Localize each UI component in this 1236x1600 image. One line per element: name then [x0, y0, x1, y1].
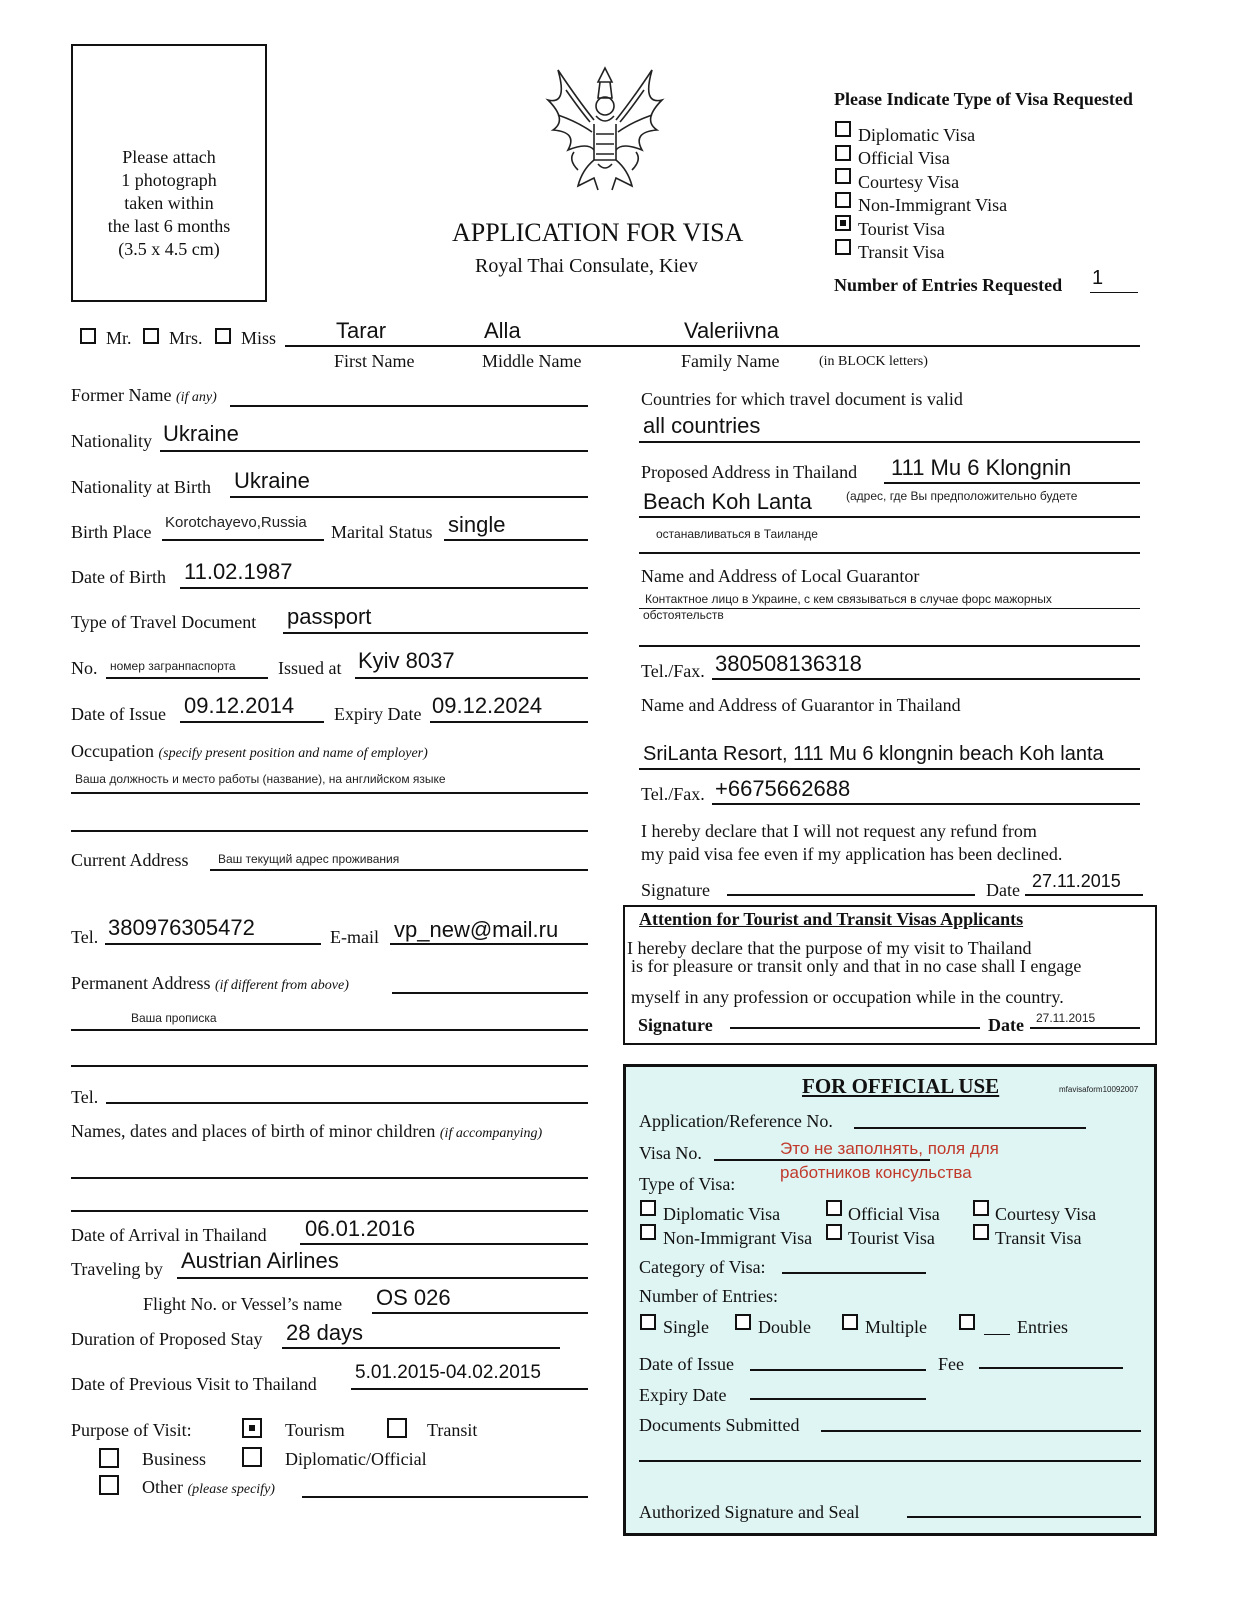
telfax-line: [712, 678, 1140, 680]
signature-line[interactable]: [727, 894, 975, 896]
official-warning-1: Это не заполнять, поля для: [780, 1139, 999, 1158]
nationality-line: [160, 450, 588, 452]
guarantor-label: Name and Address of Local Guarantor: [641, 566, 920, 586]
official-issue-line: [750, 1369, 926, 1371]
official-checkbox-multiple: [842, 1314, 858, 1330]
attention-signature-line[interactable]: [730, 1027, 980, 1029]
issued-at-label: Issued at: [278, 658, 342, 678]
prev-visit-value[interactable]: 5.01.2015-04.02.2015: [355, 1362, 541, 1383]
former-name-field[interactable]: [230, 405, 588, 407]
email-value[interactable]: vp_new@mail.ru: [394, 917, 559, 942]
telfax2-line: [712, 803, 1140, 805]
checkbox-miss[interactable]: [215, 328, 231, 344]
checkbox-purpose-business[interactable]: [99, 1448, 119, 1468]
email-line: [390, 943, 588, 945]
purpose-tourism-label: Tourism: [285, 1420, 345, 1440]
tel2-line[interactable]: [106, 1102, 588, 1104]
traveling-label: Traveling by: [71, 1259, 163, 1279]
purpose-transit-label: Transit: [427, 1420, 478, 1440]
purpose-business-label: Business: [142, 1449, 207, 1469]
issue-date-label: Date of Issue: [71, 704, 166, 724]
duration-line: [282, 1347, 560, 1349]
official-issue-label: Date of Issue: [639, 1354, 734, 1374]
attention-date-label: Date: [988, 1015, 1024, 1035]
issue-date-value[interactable]: 09.12.2014: [184, 693, 295, 718]
occupation-note[interactable]: Ваша должность и место работы (название), на английском языке: [75, 772, 446, 786]
dob-line: [180, 587, 588, 589]
form-title: APPLICATION FOR VISA: [452, 218, 744, 247]
checkbox-purpose-tourism[interactable]: [242, 1418, 262, 1438]
arrival-value[interactable]: 06.01.2016: [305, 1216, 416, 1241]
official-checkbox-double: [735, 1314, 751, 1330]
official-expiry-label: Expiry Date: [639, 1385, 727, 1405]
checkbox-transit-visa[interactable]: [835, 239, 851, 255]
photo-instructions: Please attach 1 photograph taken within the last 6 months (3.5 x 4.5 cm): [107, 147, 231, 259]
checkbox-tourist-visa[interactable]: [835, 215, 851, 231]
prev-visit-label: Date of Previous Visit to Thailand: [71, 1374, 317, 1394]
birth-place-label: Birth Place: [71, 522, 152, 542]
occupation-line-1: [71, 792, 588, 794]
authorized-signature-label: Authorized Signature and Seal: [639, 1502, 860, 1522]
doc-no-note[interactable]: номер загранпаспорта: [110, 659, 236, 673]
nationality-birth-value[interactable]: Ukraine: [234, 468, 310, 493]
expiry-date-line: [430, 721, 588, 723]
issued-at-line: [355, 677, 588, 679]
date-value[interactable]: 27.11.2015: [1032, 871, 1121, 891]
duration-value[interactable]: 28 days: [286, 1320, 364, 1345]
purpose-diplomatic-label: Diplomatic/Official: [285, 1449, 427, 1469]
telfax-label: Tel./Fax.: [641, 661, 705, 681]
documents-line-2: [639, 1460, 1141, 1462]
checkbox-purpose-diplomatic[interactable]: [242, 1447, 262, 1467]
guarantor-th-value[interactable]: SriLanta Resort, 111 Mu 6 klongnin beach Koh lanta: [643, 743, 1104, 765]
entries-requested-label: Number of Entries Requested: [834, 275, 1063, 295]
children-line-1: [71, 1177, 588, 1179]
attention-line-1: I hereby declare that the purpose of my visit to Thailand: [627, 938, 1032, 958]
guarantor-th-line: [639, 768, 1140, 770]
permanent-address-note[interactable]: Ваша прописка: [131, 1011, 217, 1025]
option-label: Non-Immigrant Visa: [858, 195, 1008, 215]
marital-status-value[interactable]: single: [448, 512, 506, 537]
name-line: [285, 345, 1140, 347]
option-label: Tourist Visa: [858, 219, 945, 239]
nationality-birth-label: Nationality at Birth: [71, 477, 211, 497]
purpose-other-line[interactable]: [302, 1496, 588, 1498]
official-type-transit: Transit Visa: [995, 1228, 1082, 1248]
flight-line: [372, 1312, 588, 1314]
entries-double: Double: [758, 1317, 811, 1337]
attention-title: Attention for Tourist and Transit Visas Applicants: [639, 909, 1024, 929]
entries-entries: Entries: [1017, 1317, 1068, 1337]
proposed-address-line-3: [639, 552, 1140, 554]
proposed-address-label: Proposed Address in Thailand: [641, 462, 858, 482]
documents-line-1: [821, 1430, 1141, 1432]
proposed-address-line-2: [639, 516, 1140, 518]
dob-value[interactable]: 11.02.1987: [184, 559, 293, 584]
telfax2-label: Tel./Fax.: [641, 784, 705, 804]
first-name-value[interactable]: Tarar: [336, 318, 387, 343]
block-letters-note: (in BLOCK letters): [819, 354, 928, 369]
countries-value[interactable]: all countries: [643, 413, 761, 438]
doc-type-line: [283, 632, 588, 634]
official-checkbox-courtesy: [973, 1200, 989, 1216]
occupation-line-2: [71, 830, 588, 832]
checkbox-purpose-transit[interactable]: [387, 1418, 407, 1438]
attention-date-value[interactable]: 27.11.2015: [1036, 1011, 1096, 1025]
fee-label: Fee: [938, 1354, 964, 1374]
permanent-address-line-2: [71, 1065, 588, 1067]
visa-no-line: [714, 1159, 930, 1161]
option-label: Diplomatic Visa: [858, 125, 976, 145]
visa-type-heading: Please Indicate Type of Visa Requested: [834, 89, 1133, 109]
countries-line: [639, 441, 1140, 443]
category-label: Category of Visa:: [639, 1257, 766, 1277]
current-address-note[interactable]: Ваш текущий адрес проживания: [218, 852, 400, 866]
official-checkbox-diplomatic: [640, 1200, 656, 1216]
attention-signature-label: Signature: [638, 1015, 713, 1035]
marital-status-label: Marital Status: [331, 522, 433, 542]
official-checkbox-tourist: [826, 1224, 842, 1240]
doc-no-label: No.: [71, 658, 98, 678]
middle-name-value[interactable]: Alla: [484, 318, 521, 343]
official-type-diplomatic: Diplomatic Visa: [663, 1204, 781, 1224]
proposed-address-line-1: [884, 482, 1140, 484]
proposed-address-note-2: останавливаться в Таиланде: [656, 527, 818, 541]
proposed-address-note-1: (адрес, где Вы предположительно будете: [846, 489, 1078, 503]
children-label: Names, dates and places of birth of minor children (if accompanying): [71, 1121, 543, 1141]
traveling-value[interactable]: Austrian Airlines: [181, 1248, 339, 1273]
official-type-non-immigrant: Non-Immigrant Visa: [663, 1228, 813, 1248]
family-name-label: Family Name: [681, 351, 780, 371]
arrival-label: Date of Arrival in Thailand: [71, 1225, 267, 1245]
official-checkbox-official: [826, 1200, 842, 1216]
purpose-other-label: Other (please specify): [142, 1477, 275, 1497]
proposed-address-value-1[interactable]: 111 Mu 6 Klongnin: [891, 455, 1072, 480]
email-label: E-mail: [330, 927, 379, 947]
attention-line-3: myself in any profession or occupation while in the country.: [631, 987, 1064, 1007]
checkbox-non-immigrant-visa[interactable]: [835, 192, 851, 208]
doc-type-label: Type of Travel Document: [71, 612, 257, 632]
official-checkbox-single: [640, 1314, 656, 1330]
proposed-address-value-2[interactable]: Beach Koh Lanta: [643, 489, 812, 514]
documents-label: Documents Submitted: [639, 1415, 800, 1435]
option-label: Official Visa: [858, 148, 950, 168]
attention-line-2: is for pleasure or transit only and that in no case shall I engage: [631, 956, 1082, 976]
official-expiry-line: [750, 1398, 926, 1400]
first-name-label: First Name: [334, 351, 415, 371]
title-mrs: Mrs.: [169, 328, 203, 348]
official-use-title: FOR OFFICIAL USE: [802, 1074, 1000, 1098]
birth-place-value[interactable]: Korotchayevo,Russia: [165, 514, 307, 531]
garuda-emblem-icon: [538, 60, 672, 195]
checkbox-mrs[interactable]: [143, 328, 159, 344]
traveling-line: [177, 1277, 588, 1279]
visa-no-label: Visa No.: [639, 1143, 702, 1163]
doc-type-value[interactable]: passport: [287, 604, 372, 629]
signature-label: Signature: [641, 880, 710, 900]
arrival-line: [300, 1243, 588, 1245]
option-label: Courtesy Visa: [858, 172, 960, 192]
birth-place-line: [162, 539, 324, 541]
flight-label: Flight No. or Vessel’s name: [143, 1294, 343, 1314]
title-mr: Mr.: [106, 328, 132, 348]
checkbox-purpose-other[interactable]: [99, 1475, 119, 1495]
fee-line: [979, 1367, 1123, 1369]
form-code: mfavisaform10092007: [1059, 1085, 1139, 1094]
expiry-date-value[interactable]: 09.12.2024: [432, 693, 543, 718]
consulate-subtitle: Royal Thai Consulate, Kiev: [475, 255, 698, 277]
attention-date-line: [1030, 1027, 1140, 1029]
checkbox-courtesy-visa[interactable]: [835, 168, 851, 184]
nationality-label: Nationality: [71, 431, 152, 451]
entries-line: [1090, 292, 1138, 293]
countries-label: Countries for which travel document is valid: [641, 389, 963, 409]
photo-box: [71, 44, 267, 302]
permanent-address-label: Permanent Address (if different from above): [71, 973, 349, 993]
reference-no-label: Application/Reference No.: [639, 1111, 833, 1131]
option-label: Transit Visa: [858, 242, 945, 262]
occupation-label: Occupation (specify present position and name of employer): [71, 741, 428, 761]
checkbox-diplomatic-visa[interactable]: [835, 121, 851, 137]
official-warning-2: работников консульства: [780, 1163, 972, 1182]
official-checkbox-transit: [973, 1224, 989, 1240]
tel-value[interactable]: 380976305472: [108, 915, 255, 940]
date-line: [1025, 894, 1143, 896]
flight-value[interactable]: OS 026: [376, 1285, 451, 1310]
official-type-official: Official Visa: [848, 1204, 940, 1224]
former-name-label: Former Name (if any): [71, 385, 217, 405]
guarantor-note-2: обстоятельств: [643, 608, 724, 622]
date-label: Date: [986, 880, 1020, 900]
official-checkbox-entries: [959, 1314, 975, 1330]
doc-no-line: [106, 677, 268, 679]
checkbox-mr[interactable]: [80, 328, 96, 344]
entries-count-line: [984, 1334, 1010, 1335]
tel-label: Tel.: [71, 927, 99, 947]
entries-single: Single: [663, 1317, 710, 1337]
title-miss: Miss: [241, 328, 277, 348]
permanent-address-line-1: [71, 1029, 588, 1031]
official-entries-label: Number of Entries:: [639, 1286, 778, 1306]
middle-name-label: Middle Name: [482, 351, 582, 371]
guarantor-line-2: [639, 645, 1140, 647]
purpose-label: Purpose of Visit:: [71, 1420, 192, 1440]
official-type-label: Type of Visa:: [639, 1174, 736, 1194]
reference-no-line: [854, 1127, 1086, 1129]
official-type-tourist: Tourist Visa: [848, 1228, 935, 1248]
duration-label: Duration of Proposed Stay: [71, 1329, 263, 1349]
marital-status-line: [444, 539, 588, 541]
tel2-label: Tel.: [71, 1087, 99, 1107]
nationality-value[interactable]: Ukraine: [163, 421, 239, 446]
dob-label: Date of Birth: [71, 567, 166, 587]
current-address-line: [210, 869, 588, 871]
official-checkbox-non-immigrant: [640, 1224, 656, 1240]
telfax-value[interactable]: 380508136318: [715, 651, 862, 676]
guarantor-note-1[interactable]: Контактное лицо в Украине, с кем связываться в случае форс мажорных: [645, 592, 1052, 606]
official-type-courtesy: Courtesy Visa: [995, 1204, 1097, 1224]
issue-date-line: [180, 721, 324, 723]
tel-line: [105, 943, 321, 945]
guarantor-line-1: [639, 608, 1140, 609]
entries-multiple: Multiple: [865, 1317, 927, 1337]
nationality-birth-line: [230, 496, 588, 498]
expiry-date-label: Expiry Date: [334, 704, 422, 724]
declaration-line-2: my paid visa fee even if my application has been declined.: [641, 844, 1063, 864]
telfax2-value[interactable]: +6675662688: [715, 776, 851, 801]
authorized-signature-line: [907, 1516, 1141, 1518]
current-address-label: Current Address: [71, 850, 189, 870]
family-name-value[interactable]: Valeriivna: [684, 318, 779, 343]
entries-requested-value[interactable]: 1: [1092, 267, 1104, 289]
category-line: [782, 1272, 926, 1274]
checkbox-official-visa[interactable]: [835, 145, 851, 161]
guarantor-th-label: Name and Address of Guarantor in Thailand: [641, 695, 961, 715]
children-line-2: [71, 1210, 588, 1212]
prev-visit-line: [351, 1388, 588, 1390]
issued-at-value[interactable]: Kyiv 8037: [358, 648, 455, 673]
permanent-address-line-0: [392, 992, 588, 994]
declaration-line-1: I hereby declare that I will not request any refund from: [641, 821, 1037, 841]
